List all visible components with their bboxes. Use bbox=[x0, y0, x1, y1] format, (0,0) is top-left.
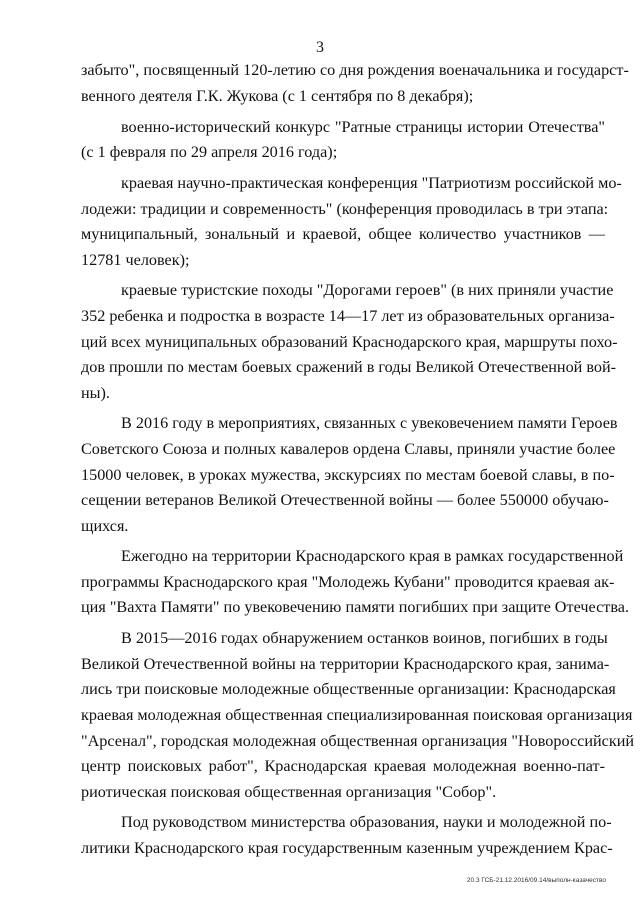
text-line: лодежи: традиции и современность" (конференция проводилась в три этапа: bbox=[81, 200, 609, 218]
document-footer-code: 20.3 ГСБ-21.12.2016/09.14/выполн-казачество bbox=[466, 877, 606, 884]
text-line: В 2015—2016 годах обнаружением останков воинов, погибших в годы bbox=[121, 629, 608, 647]
text-line: (с 1 февраля по 29 апреля 2016 года); bbox=[81, 143, 338, 161]
text-line: краевая научно-практическая конференция "Патриотизм российской мо- bbox=[121, 174, 622, 192]
text-line: литики Краснодарского края государственным казенным учреждением Крас- bbox=[81, 839, 613, 857]
page-number: 3 bbox=[316, 39, 324, 56]
text-line: щихся. bbox=[81, 517, 129, 535]
text-line: краевые туристские походы "Дорогами героев" (в них приняли участие bbox=[121, 281, 614, 299]
text-line: 15000 человек, в уроках мужества, экскурсиях по местам боевой славы, в по- bbox=[81, 466, 615, 484]
text-line: Советского Союза и полных кавалеров ордена Славы, приняли участие более bbox=[81, 440, 616, 458]
text-line: 352 ребенка и подростка в возрасте 14—17 лет из образовательных организа- bbox=[81, 307, 615, 325]
text-line: краевая молодежная общественная специализированная поисковая организация bbox=[81, 706, 633, 724]
text-line: В 2016 году в мероприятиях, связанных с увековечением памяти Героев bbox=[121, 414, 618, 432]
text-line: центр поисковых работ", Краснодарская краевая молодежная военно-пат- bbox=[81, 757, 605, 775]
text-line: ны). bbox=[81, 384, 110, 402]
text-line: ций всех муниципальных образований Краснодарского края, маршруты похо- bbox=[81, 333, 618, 351]
text-line: лись три поисковые молодежные общественные организации: Краснодарская bbox=[81, 680, 616, 698]
text-line: военно-исторический конкурс "Ратные страницы истории Отечества" bbox=[121, 118, 605, 136]
text-line: дов прошли по местам боевых сражений в годы Великой Отечественной вой- bbox=[81, 358, 617, 376]
text-line: муниципальный, зональный и краевой, общее количество участников — bbox=[81, 225, 605, 243]
text-line: Ежегодно на территории Краснодарского края в рамках государственной bbox=[121, 547, 624, 565]
text-line: программы Краснодарского края "Молодежь Кубани" проводится краевая ак- bbox=[81, 573, 615, 591]
text-line: "Арсенал", городская молодежная общественная организация "Новороссийский bbox=[81, 732, 635, 750]
text-line: сещении ветеранов Великой Отечественной войны — более 550000 обучаю- bbox=[81, 491, 609, 509]
text-line: венного деятеля Г.К. Жукова (с 1 сентября по 8 декабря); bbox=[81, 87, 474, 105]
text-line: ция "Вахта Памяти" по увековечению памяти погибших при защите Отечества. bbox=[81, 598, 630, 616]
text-line: 12781 человек); bbox=[81, 251, 190, 269]
text-line: Под руководством министерства образования, науки и молодежной по- bbox=[121, 813, 612, 831]
text-line: Великой Отечественной войны на территории Краснодарского края, занима- bbox=[81, 655, 610, 673]
text-line: риотическая поисковая общественная организация "Собор". bbox=[81, 783, 497, 801]
text-line: забыто", посвященный 120-летию со дня рождения военачальника и государст- bbox=[81, 61, 629, 79]
